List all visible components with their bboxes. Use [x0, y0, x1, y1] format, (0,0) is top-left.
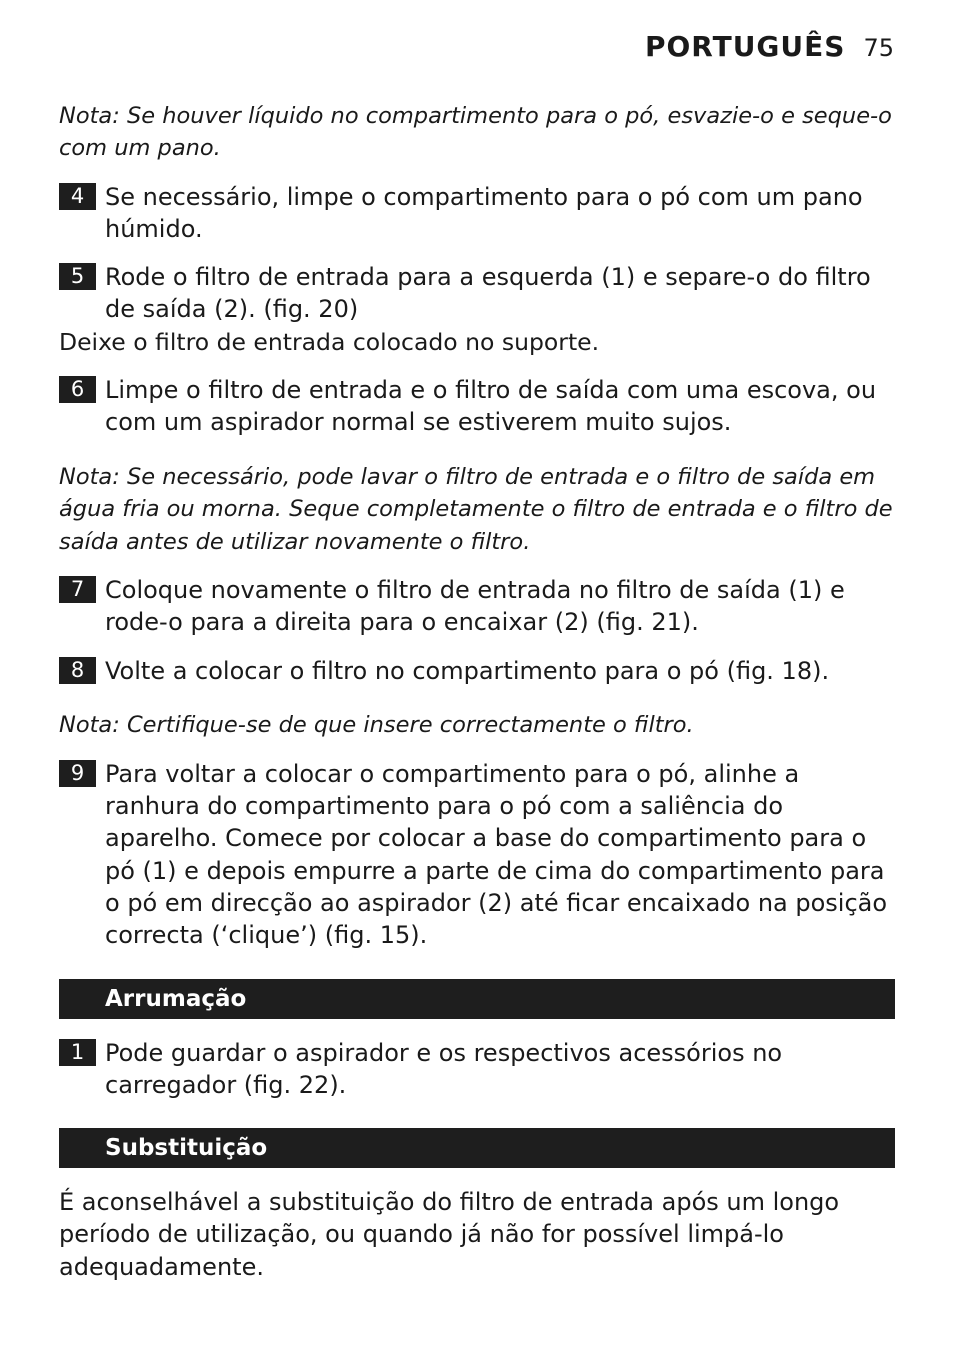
step-number-badge: 9 — [59, 760, 96, 787]
step-text: Pode guardar o aspirador e os respectivos acessórios no carregador (fig. 22). — [105, 1038, 783, 1099]
inlet-filter-note: Deixe o filtro de entrada colocado no suporte. — [59, 327, 600, 356]
storage-step-1 — [59, 1037, 895, 1102]
note-wash-filters: Nota: Se necessário, pode lavar o filtro de entrada e o filtro de saída em água fria ou morna. Seque completamente o filtro de entrada e o filtro de saída antes de utilizar novamente o filtro. — [59, 464, 893, 555]
step-4 — [59, 181, 895, 246]
note-insert-filter: Nota: Certifique-se de que insere correctamente o filtro. — [59, 712, 694, 739]
page-content — [59, 100, 895, 1283]
step-5 — [59, 261, 895, 326]
step-text: Limpe o filtro de entrada e o filtro de saída com uma escova, ou com um aspirador normal se estiverem muito sujos. — [105, 376, 877, 437]
replacement-paragraph: É aconselhável a substituição do filtro de entrada após um longo período de utilização, ou quando já não for possível limpá-lo adequadamente. — [59, 1188, 840, 1281]
step-number-badge: 7 — [59, 576, 96, 603]
step-text: Coloque novamente o filtro de entrada no filtro de saída (1) e rode-o para a direita para o encaixar (2) (fig. 21). — [105, 576, 845, 637]
step-9 — [59, 758, 895, 952]
step-text: Se necessário, limpe o compartimento para o pó com um pano húmido. — [105, 182, 863, 243]
step-text: Para voltar a colocar o compartimento para o pó, alinhe a ranhura do compartimento para o pó com a saliência do aparelho. Comece por colocar a base do compartimento para o pó (1) e depois empurre a parte de cima do compartimento para o pó em direcção ao aspirador (2) até ficar encaixado na posição correcta (‘clique’) (fig. 15). — [105, 759, 888, 950]
step-number-badge: 1 — [59, 1039, 96, 1066]
step-number-badge: 4 — [59, 183, 96, 210]
step-text: Rode o filtro de entrada para a esquerda (1) e separe-o do filtro de saída (2). (fig. 20) — [105, 263, 871, 324]
step-7 — [59, 574, 895, 639]
step-6 — [59, 374, 895, 439]
step-number-badge: 5 — [59, 263, 96, 290]
step-text: Volte a colocar o filtro no compartimento para o pó (fig. 18). — [105, 656, 830, 685]
note-empty-liquid: Nota: Se houver líquido no compartimento para o pó, esvazie-o e seque-o com um pano. — [59, 103, 892, 162]
section-heading-replacement: Substituição — [59, 1128, 895, 1168]
step-8 — [59, 655, 895, 687]
section-heading-storage: Arrumação — [59, 979, 895, 1019]
step-number-badge: 6 — [59, 376, 96, 403]
language-heading: PORTUGUÊS — [644, 30, 846, 63]
page-number: 75 — [863, 34, 894, 62]
step-number-badge: 8 — [59, 657, 96, 684]
page-header — [645, 30, 894, 63]
